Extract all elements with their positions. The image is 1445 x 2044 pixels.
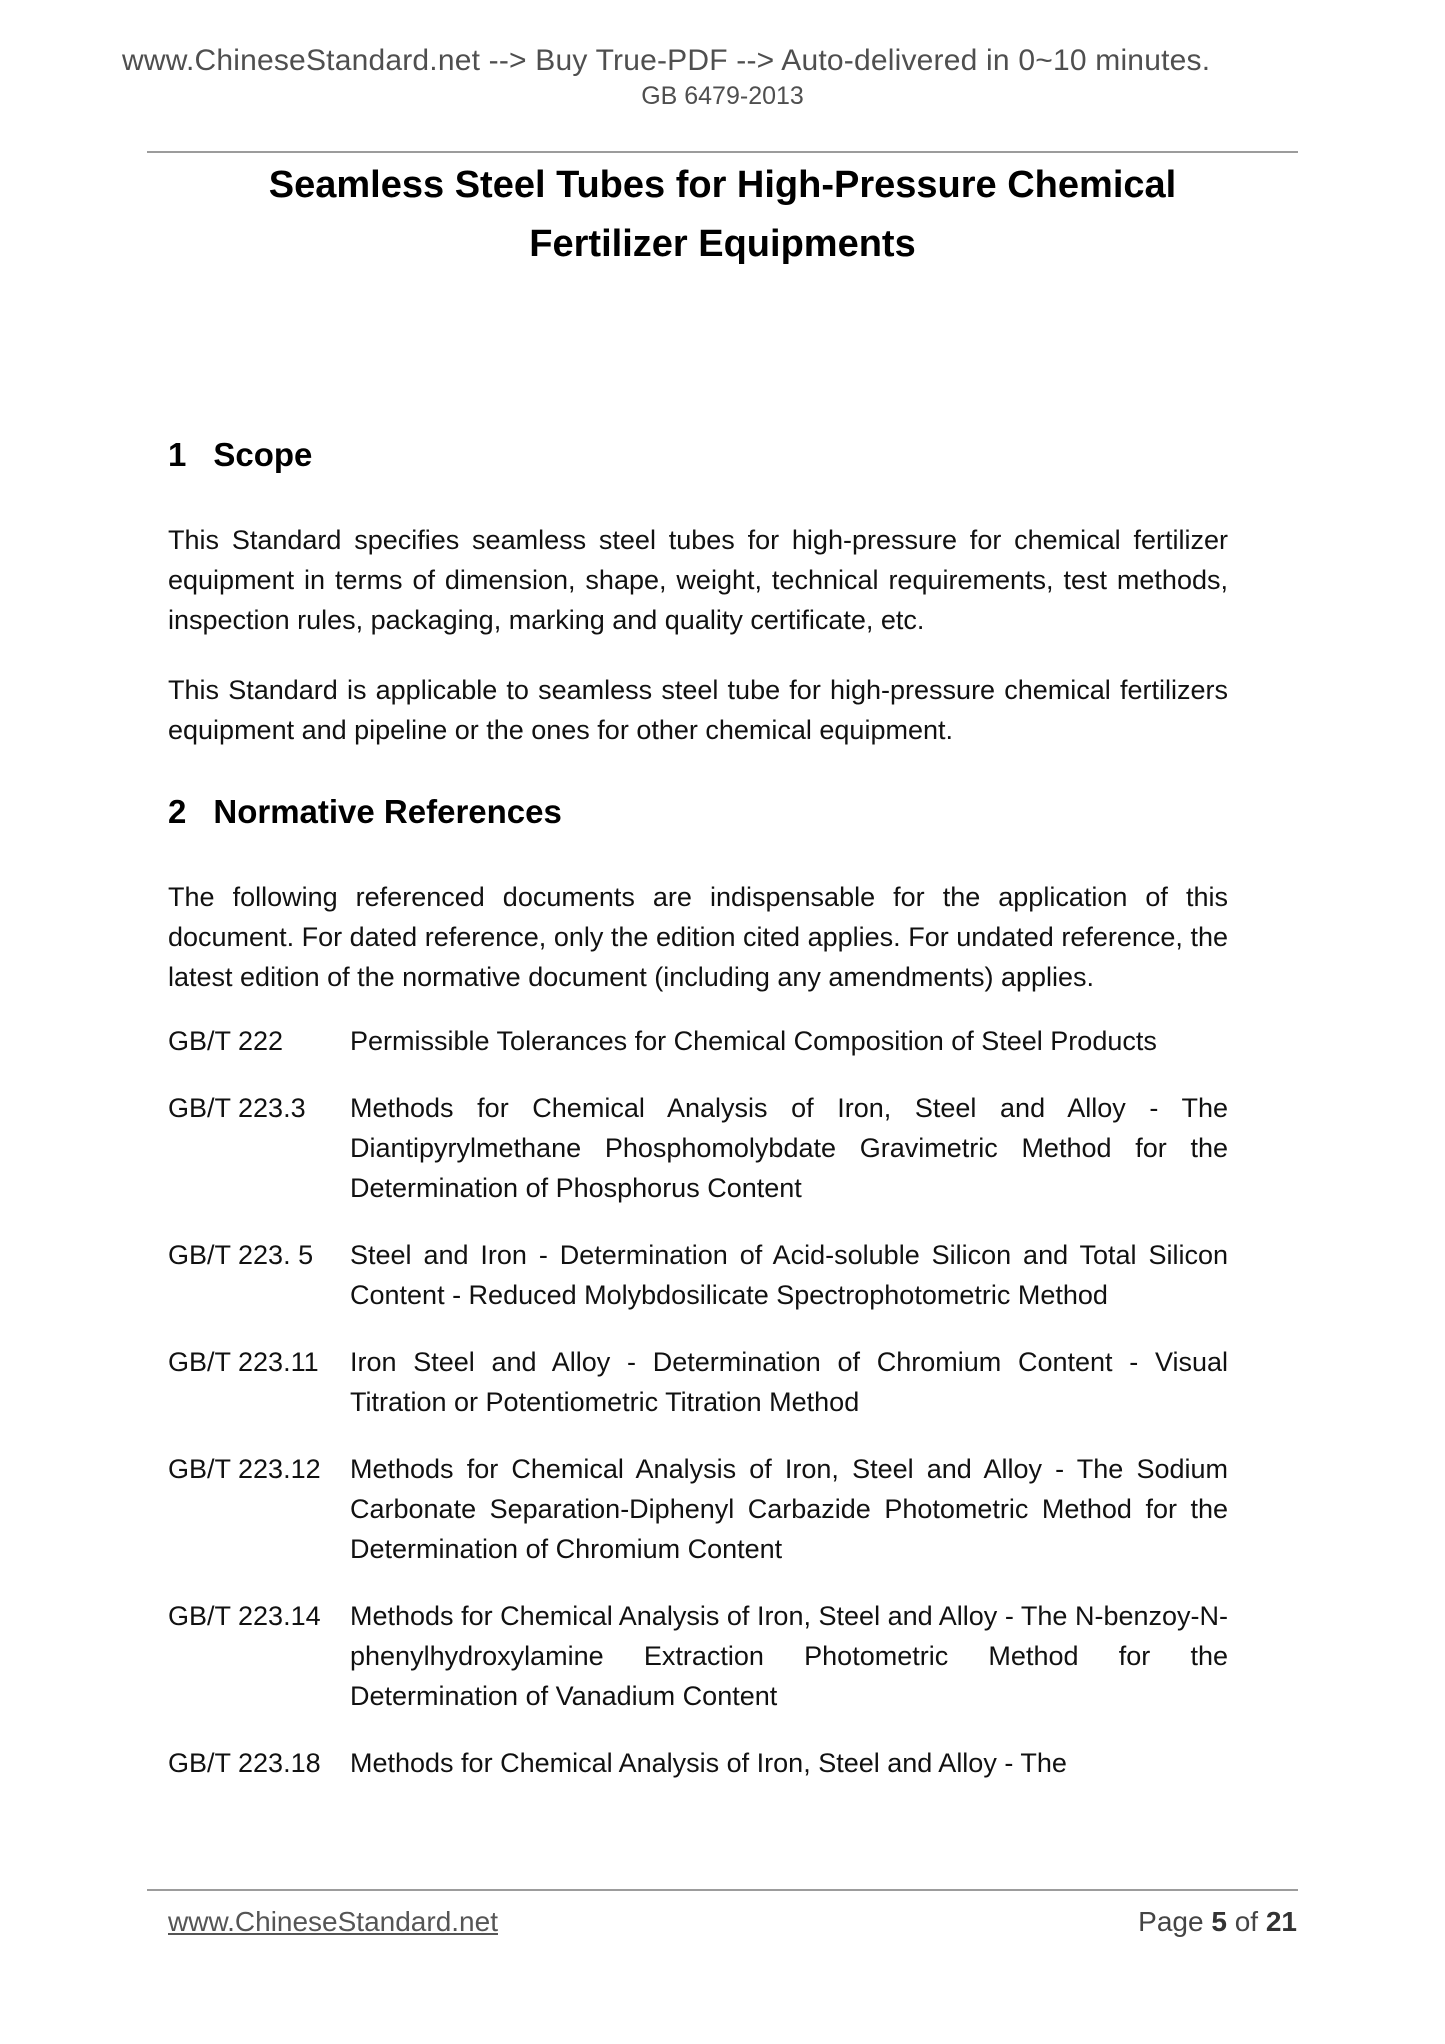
standard-code: GB 6479-2013 xyxy=(641,82,804,110)
paragraph: This Standard is applicable to seamless steel tube for high-pressure chemical fertilizers equipment and pipeline or the ones for other chemical equipment. xyxy=(168,675,1228,745)
document-title-line2: Fertilizer Equipments xyxy=(529,223,916,265)
reference-row xyxy=(168,1235,1228,1315)
page-total: 21 xyxy=(1265,1906,1297,1937)
section-number: 2 xyxy=(168,793,187,830)
reference-description: Permissible Tolerances for Chemical Composition of Steel Products xyxy=(350,1026,1157,1056)
reference-description: Methods for Chemical Analysis of Iron, Steel and Alloy - The xyxy=(350,1748,1067,1778)
reference-code: GB/T 223.11 xyxy=(168,1347,319,1377)
reference-code: GB/T 223. 5 xyxy=(168,1240,314,1270)
reference-code: GB/T 223.12 xyxy=(168,1454,321,1484)
reference-code: GB/T 223.14 xyxy=(168,1601,321,1631)
page-label: Page xyxy=(1138,1906,1204,1937)
reference-description: Methods for Chemical Analysis of Iron, Steel and Alloy - The Diantipyrylmethane Phosphomolybdate Gravimetric Method for the Determination of Phosphorus Content xyxy=(350,1093,1228,1203)
document-title-line1: Seamless Steel Tubes for High-Pressure Chemical xyxy=(268,164,1177,206)
reference-row xyxy=(168,1342,1228,1422)
document-body xyxy=(168,435,1228,1783)
paragraph: This Standard specifies seamless steel tubes for high-pressure for chemical fertilizer equipment in terms of dimension, shape, weight, technical requirements, test methods, inspection rules, packaging, marking and quality certificate, etc. xyxy=(168,525,1228,635)
page-indicator xyxy=(1138,1906,1297,1938)
header-promo-text: www.ChineseStandard.net --> Buy True-PDF --> Auto-delivered in 0~10 minutes. xyxy=(122,44,1211,77)
normative-references-list xyxy=(168,1021,1228,1783)
section-heading-scope xyxy=(168,435,1228,475)
reference-description: Steel and Iron - Determination of Acid-soluble Silicon and Total Silicon Content - Reduced Molybdosilicate Spectrophotometric Method xyxy=(350,1240,1228,1310)
reference-row xyxy=(168,1743,1228,1783)
page-of-label: of xyxy=(1234,1906,1259,1937)
reference-code: GB/T 222 xyxy=(168,1026,284,1056)
footer-site-link[interactable]: www.ChineseStandard.net xyxy=(168,1906,498,1937)
section-heading-normative-references xyxy=(168,792,1228,832)
section-title: Scope xyxy=(213,436,313,473)
reference-code: GB/T 223.18 xyxy=(168,1748,321,1778)
reference-description: Iron Steel and Alloy - Determination of Chromium Content - Visual Titration or Potentiometric Titration Method xyxy=(350,1347,1228,1417)
paragraph: The following referenced documents are indispensable for the application of this document. For dated reference, only the edition cited applies. For undated reference, the latest edition of the normative document (including any amendments) applies. xyxy=(168,882,1228,992)
reference-row xyxy=(168,1596,1228,1716)
reference-row xyxy=(168,1449,1228,1569)
document-title xyxy=(147,156,1298,274)
reference-description: Methods for Chemical Analysis of Iron, Steel and Alloy - The Sodium Carbonate Separation-Diphenyl Carbazide Photometric Method for the Determination of Chromium Content xyxy=(350,1454,1228,1564)
reference-row xyxy=(168,1088,1228,1208)
reference-description: Methods for Chemical Analysis of Iron, Steel and Alloy - The N-benzoy-N-phenylhydroxylamine Extraction Photometric Method for the Determination of Vanadium Content xyxy=(350,1601,1228,1711)
header-divider xyxy=(147,151,1298,153)
reference-row xyxy=(168,1021,1228,1061)
page-current: 5 xyxy=(1211,1906,1227,1937)
footer-divider xyxy=(147,1889,1298,1891)
section-number: 1 xyxy=(168,436,187,473)
reference-code: GB/T 223.3 xyxy=(168,1093,306,1123)
section-title: Normative References xyxy=(213,793,562,830)
